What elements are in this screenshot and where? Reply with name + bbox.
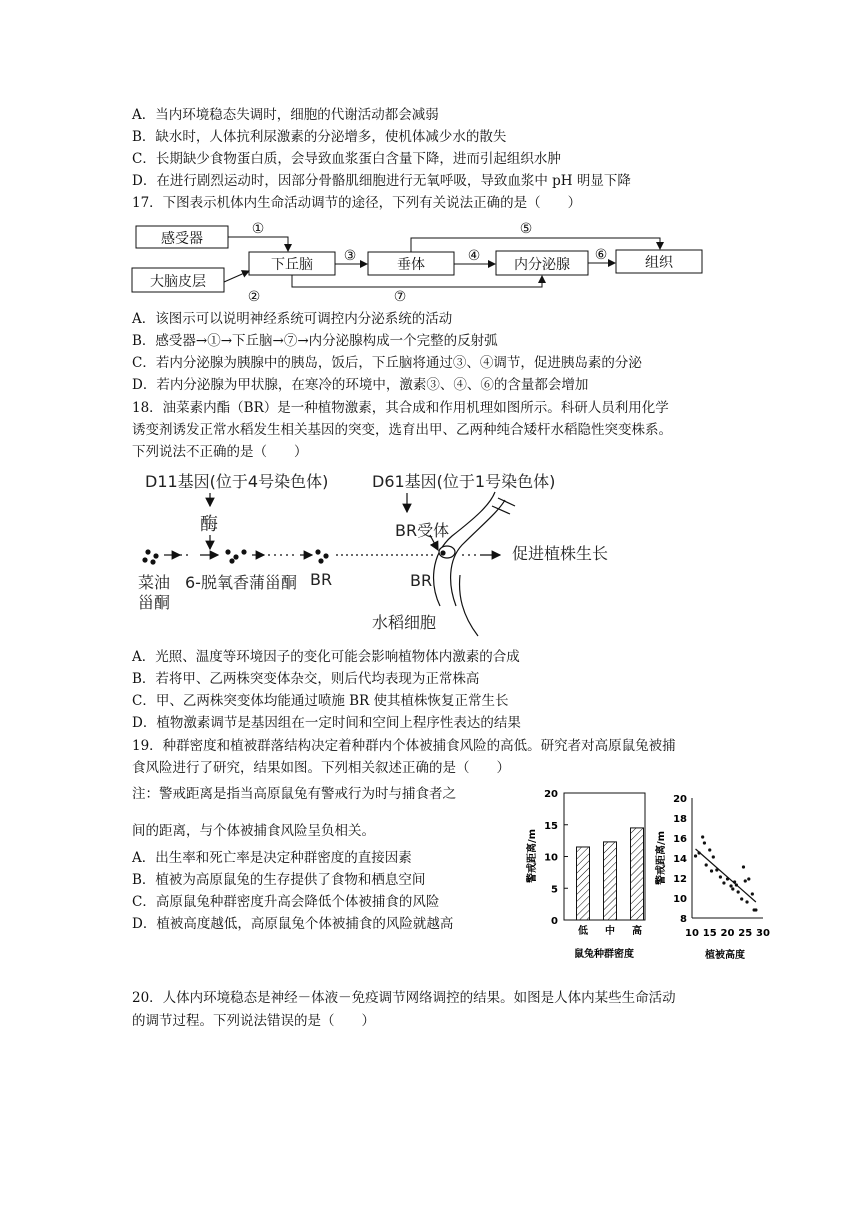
q17-option-b: B．感受器→①→下丘脑→⑦→内分泌腺构成一个完整的反射弧 [132,333,498,349]
q18-stem-3: 下列说法不正确的是（ ） [132,444,308,460]
scatter-point [742,865,745,868]
bar-ytick-label: 15 [544,820,558,832]
scatter-xtick-label: 30 [756,928,770,939]
q19-stem-1: 19．种群密度和植被群落结构决定着种群内个体被捕食风险的高低。研究者对高原鼠兔被捕 [132,738,676,754]
scatter-point [705,863,708,866]
q19-option-c: C．高原鼠兔种群密度升高会降低个体被捕食的风险 [132,894,440,910]
q17-option-a: A．该图示可以说明神经系统可调控内分泌系统的活动 [132,311,453,327]
scatter-point [737,890,740,893]
intermediate-label: 6-脱氧香蒲甾酮 [185,573,297,592]
scatter-point [745,900,748,903]
scatter-point [694,854,697,857]
gene-d61-label: D61基因(位于1号染色体) [372,472,556,491]
substrate-label: 菜油 [138,573,171,592]
br-receptor-label: BR受体 [395,521,450,540]
q18-option-d: D．植物激素调节是基因组在一定时间和空间上程序性表达的结果 [132,715,521,731]
q16-option-d: D．在进行剧烈运动时，因部分骨骼肌细胞进行无氧呼吸，导致血浆中 pH 明显下降 [132,173,631,189]
scatter-ytick-label: 18 [673,814,687,825]
q18-option-a: A．光照、温度等环境因子的变化可能会影响植物体内激素的合成 [132,649,520,665]
gene-d11-label: D11基因(位于4号染色体) [145,472,329,491]
scatter-point [710,869,713,872]
bar-ytick-label: 20 [544,789,558,800]
scatter-xtick-label: 25 [738,928,753,939]
bar-category-label: 高 [632,926,642,937]
q19-note-2: 间的距离，与个体被捕食风险呈负相关。 [132,823,375,839]
q16-option-a: A．当内环境稳态失调时，细胞的代谢活动都会减弱 [132,107,439,123]
q18-stem-2: 诱变剂诱发正常水稻发生相关基因的突变，选育出甲、乙两种纯合矮杆水稻隐性突变株系。 [132,422,672,438]
scatter-ytick-label: 12 [673,874,687,885]
scatter-point [754,908,757,911]
scatter-point [708,848,711,851]
scatter-ytick-label: 8 [680,914,687,925]
box-pituitary-label: 垂体 [397,257,425,273]
scatter-point [712,855,715,858]
q19-option-b: B．植被为高原鼠兔的生存提供了食物和栖息空间 [132,872,426,888]
product-label-2: BR [410,571,433,590]
q19-stem-2: 食风险进行了研究，结果如图。下列相关叙述正确的是（ ） [132,760,510,776]
product-label: BR [310,570,333,589]
bar-xlabel: 鼠兔种群密度 [574,949,634,960]
q18-option-b: B．若将甲、乙两株突变体杂交，则后代均表现为正常株高 [132,671,480,687]
scatter-xtick-label: 15 [702,928,717,939]
label-6: ⑥ [594,247,608,263]
effect-label: 促进植株生长 [512,544,609,563]
scatter-ylabel: 警戒距离/m [656,830,667,886]
label-5: ⑤ [519,221,533,237]
scatter-point [703,841,706,844]
label-7: ⑦ [393,289,407,305]
q16-option-b: B．缺水时，人体抗利尿激素的分泌增多，使机体减少水的散失 [132,129,507,145]
scatter-point [729,884,732,887]
substrate-label-2: 甾酮 [138,593,171,612]
q17-stem: 17．下图表示机体内生命活动调节的途径，下列有关说法正确的是（ ） [132,195,582,211]
label-4: ④ [467,248,481,264]
q16-option-c: C．长期缺少食物蛋白质，会导致血浆蛋白含量下降，进而引起组织水肿 [132,151,561,167]
bar-category-label: 中 [605,926,615,937]
q19-option-a: A．出生率和死亡率是决定种群密度的直接因素 [132,850,412,866]
bar-ylabel: 警戒距离/m [527,828,538,884]
cell-label: 水稻细胞 [372,613,437,632]
box-hypothalamus-label: 下丘脑 [271,257,313,273]
bar [631,828,644,920]
scatter-point [722,881,725,884]
scatter-ytick-label: 10 [673,894,687,905]
q18-stem-1: 18．油菜素内酯（BR）是一种植物激素，其合成和作用机理如图所示。科研人员利用化学 [132,400,669,416]
q19-option-d: D．植被高度越低，高原鼠兔个体被捕食的风险就越高 [132,916,454,932]
scatter-point [740,897,743,900]
box-cortex-label: 大脑皮层 [150,274,206,290]
scatter-point [719,875,722,878]
bar [577,847,590,920]
scatter-xlabel: 植被高度 [705,950,745,961]
scatter-xtick-label: 10 [685,928,699,939]
scatter-point [701,835,704,838]
label-2: ② [247,289,261,305]
scatter-ytick-label: 20 [673,794,687,805]
q17-option-d: D．若内分泌腺为甲状腺，在寒冷的环境中，激素③、④、⑥的含量都会增加 [132,377,589,393]
scatter-xtick-label: 20 [720,928,735,939]
q19-note-1: 注：警戒距离是指当高原鼠兔有警戒行为时与捕食者之 [132,786,456,802]
q17-option-c: C．若内分泌腺为胰腺中的胰岛，饭后，下丘脑将通过③、④调节，促进胰岛素的分泌 [132,355,642,371]
label-1: ① [251,221,265,237]
bar-category-label: 低 [578,926,588,937]
scatter-point [747,877,750,880]
scatter-ytick-label: 14 [673,854,687,865]
box-receptor-label: 感受器 [161,231,203,247]
label-3: ③ [343,248,357,264]
bar-ytick-label: 10 [544,852,558,864]
bar-ytick-label: 0 [551,916,558,927]
q20-stem-1: 20．人体内环境稳态是神经－体液－免疫调节网络调控的结果。如图是人体内某些生命活动 [132,990,676,1006]
scatter-trendline [696,849,756,902]
box-tissue-label: 组织 [645,255,673,271]
enzyme-label: 酶 [200,514,218,535]
scatter-point [744,879,747,882]
scatter-ytick-label: 16 [673,834,687,845]
q20-stem-2: 的调节过程。下列说法错误的是（ ） [132,1013,375,1029]
scatter-chart [654,794,770,961]
box-endocrine-label: 内分泌腺 [514,257,570,273]
bar-chart [525,789,645,960]
scatter-point [751,892,754,895]
scatter-point [731,887,734,890]
bar [604,842,617,920]
q18-option-c: C．甲、乙两株突变体均能通过喷施 BR 使其植株恢复正常生长 [132,693,509,709]
bar-ytick-label: 5 [551,884,558,896]
